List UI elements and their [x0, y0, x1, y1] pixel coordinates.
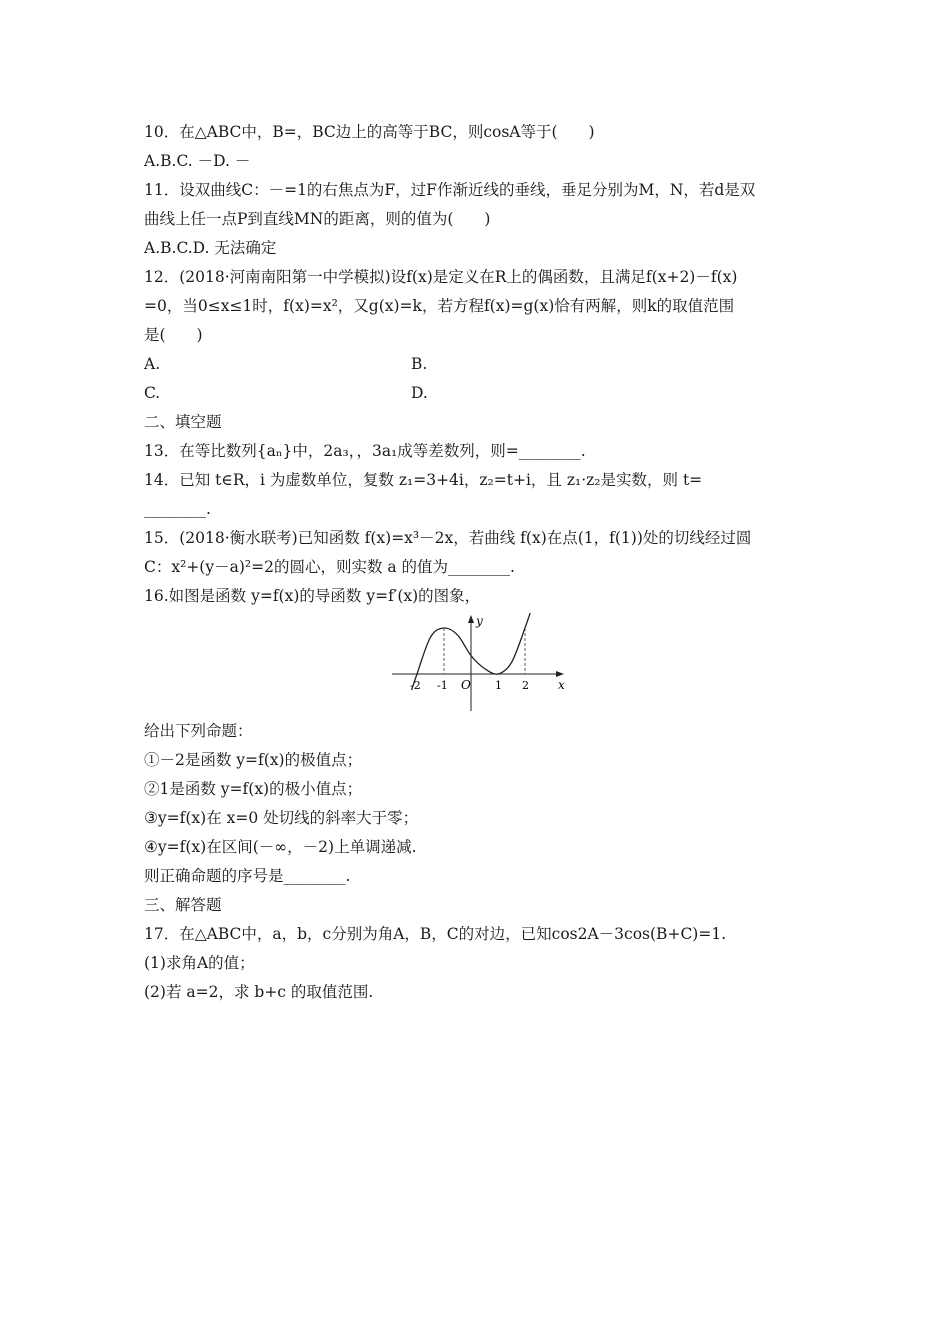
q10-options: A.B.C. －D. －: [144, 152, 251, 170]
origin-label: O: [461, 678, 471, 692]
q17-part-2: (2)若 a=2，求 b+c 的取值范围.: [144, 983, 374, 1001]
section-solve-heading: 三、解答题: [144, 896, 222, 914]
q11-stem-line1: 11．设双曲线C：－=1的右焦点为F，过F作渐近线的垂线，垂足分别为M，N，若d是双: [144, 181, 756, 199]
section-fill-in-heading: 二、填空题: [144, 413, 222, 431]
q17-part-1: (1)求角A的值；: [144, 954, 255, 972]
q16-stem: 16.如图是函数 y=f(x)的导函数 y=f′(x)的图象，: [144, 587, 481, 605]
x-tick-label: -1: [437, 679, 448, 692]
q16-proposition-1: ①－2是函数 y=f(x)的极值点；: [144, 751, 363, 769]
q16-proposition-3: ③y=f(x)在 x=0 处切线的斜率大于零；: [144, 809, 419, 827]
q12-option-b: B.: [411, 355, 428, 373]
q12-stem-line2: =0，当0≤x≤1时，f(x)=x²，又g(x)=k，若方程f(x)=g(x)恰有两解，则k的取值范围: [144, 297, 735, 315]
x-axis-arrow: [556, 671, 564, 677]
q16-proposition-4: ④y=f(x)在区间(－∞，－2)上单调递减.: [144, 838, 417, 856]
q12-option-c: C.: [144, 384, 161, 402]
x-axis-label: x: [558, 678, 565, 692]
q16-proposition-2: ②1是函数 y=f(x)的极小值点；: [144, 780, 363, 798]
q16-ask: 则正确命题的序号是________.: [144, 867, 351, 885]
q15-line1: 15．(2018·衡水联考)已知函数 f(x)=x³－2x，若曲线 f(x)在点(1，f(1))处的切线经过圆: [144, 529, 752, 547]
q12-option-d: D.: [411, 384, 428, 402]
q12-options-row2: [144, 379, 812, 408]
y-axis-arrow: [468, 615, 474, 623]
q11-stem-line2: 曲线上任一点P到直线MN的距离，则的值为( ): [144, 210, 491, 228]
q14-line1: 14．已知 t∈R，i 为虚数单位，复数 z₁=3+4i，z₂=t+i，且 z₁·z₂是实数，则 t=: [144, 471, 703, 489]
y-axis-label: y: [476, 614, 483, 628]
q14-line2: ________.: [144, 500, 211, 518]
q12-stem-line3: 是( ): [144, 326, 203, 344]
dashed-guides: [444, 628, 525, 674]
x-tick-label: 2: [522, 679, 529, 692]
q16-given: 给出下列命题：: [144, 722, 253, 740]
x-tick-label: 1: [495, 679, 502, 692]
q12-stem-line1: 12．(2018·河南南阳第一中学模拟)设f(x)是定义在R上的偶函数，且满足f(x+2)－f(x): [144, 268, 738, 286]
derivative-graph-figure: [392, 613, 572, 713]
q10-stem: 10．在△ABC中，B=，BC边上的高等于BC，则cosA等于( ): [144, 123, 595, 141]
derivative-graph-svg: [392, 613, 572, 713]
q12-option-a: A.: [144, 355, 161, 373]
derivative-curve: [412, 613, 536, 690]
exam-page: [144, 118, 812, 1007]
x-tick-label: -2: [410, 679, 421, 692]
q12-options-row1: [144, 350, 812, 379]
q15-line2: C：x²+(y－a)²=2的圆心，则实数 a 的值为________.: [144, 558, 515, 576]
q17-stem: 17．在△ABC中，a，b，c分别为角A，B，C的对边，已知cos2A－3cos(B+C)=1.: [144, 925, 727, 943]
q11-options: A.B.C.D. 无法确定: [144, 239, 277, 257]
q13: 13．在等比数列{aₙ}中，2a₃，，3a₁成等差数列，则=________.: [144, 442, 586, 460]
